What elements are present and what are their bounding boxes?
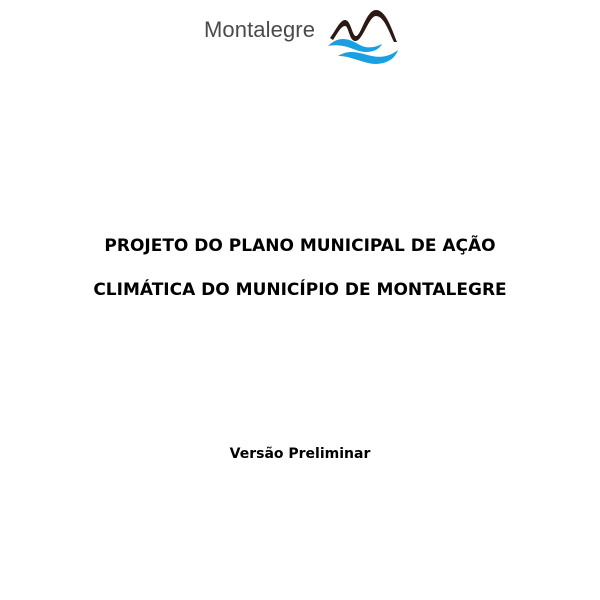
document-version-label: Versão Preliminar [229,446,371,462]
document-title-line-1: PROJETO DO PLANO MUNICIPAL DE AÇÃO [104,236,496,256]
water-wave-lower [338,50,398,64]
mountain-outline [330,10,397,42]
municipality-logo [204,6,400,66]
document-title-line-2: CLIMÁTICA DO MUNICÍPIO DE MONTALEGRE [93,280,507,300]
mountain-water-logo-icon [328,6,400,66]
logo-text: Montalegre [204,17,316,42]
